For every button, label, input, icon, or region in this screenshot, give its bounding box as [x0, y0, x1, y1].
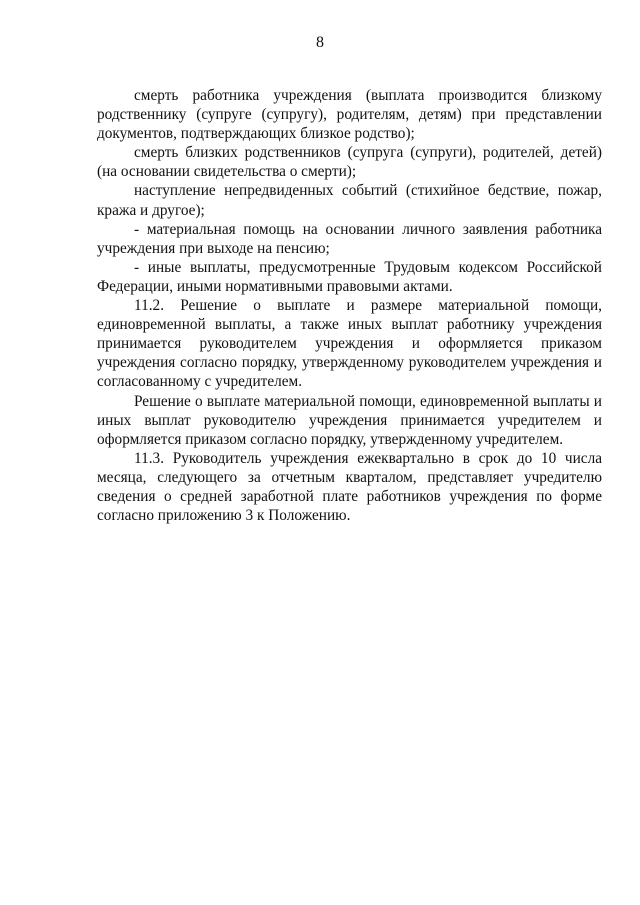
- paragraph-death-of-employee: смерть работника учреждения (выплата производится близкому родственнику (супруге (супругу), родителям, детям) при представлении документов, подтверждающих близкое родство);: [97, 87, 602, 143]
- page-number: 8: [316, 34, 324, 51]
- paragraph-clause-11-2: 11.2. Решение о выплате и размере материальной помощи, единовременной выплаты, а также иных выплат работнику учреждения принимается руководителем учреждения и оформляется приказом учреждения согласно порядку, утвержденному руководителем учреждения и согласованному с учредителем.: [97, 297, 602, 391]
- document-body: [97, 86, 602, 525]
- paragraph-unforeseen-events: наступление непредвиденных событий (стихийное бедствие, пожар, кража и другое);: [97, 182, 602, 219]
- paragraph-other-payments: - иные выплаты, предусмотренные Трудовым кодексом Российской Федерации, иными нормативными правовыми актами.: [97, 258, 602, 295]
- paragraph-director-payments: Решение о выплате материальной помощи, единовременной выплаты и иных выплат руководителю учреждения принимается учредителем и оформляется приказом согласно порядку, утвержденному учредителем.: [97, 392, 602, 448]
- paragraph-clause-11-3: 11.3. Руководитель учреждения ежеквартально в срок до 10 числа месяца, следующего за отчетным кварталом, представляет учредителю сведения о средней заработной плате работников учреждения по форме согласно приложению 3 к Положению.: [97, 449, 602, 525]
- paragraph-death-of-relatives: смерть близких родственников (супруга (супруги), родителей, детей) (на основании свидетельства о смерти);: [97, 144, 602, 181]
- paragraph-retirement-aid: - материальная помощь на основании личного заявления работника учреждения при выходе на пенсию;: [97, 220, 602, 257]
